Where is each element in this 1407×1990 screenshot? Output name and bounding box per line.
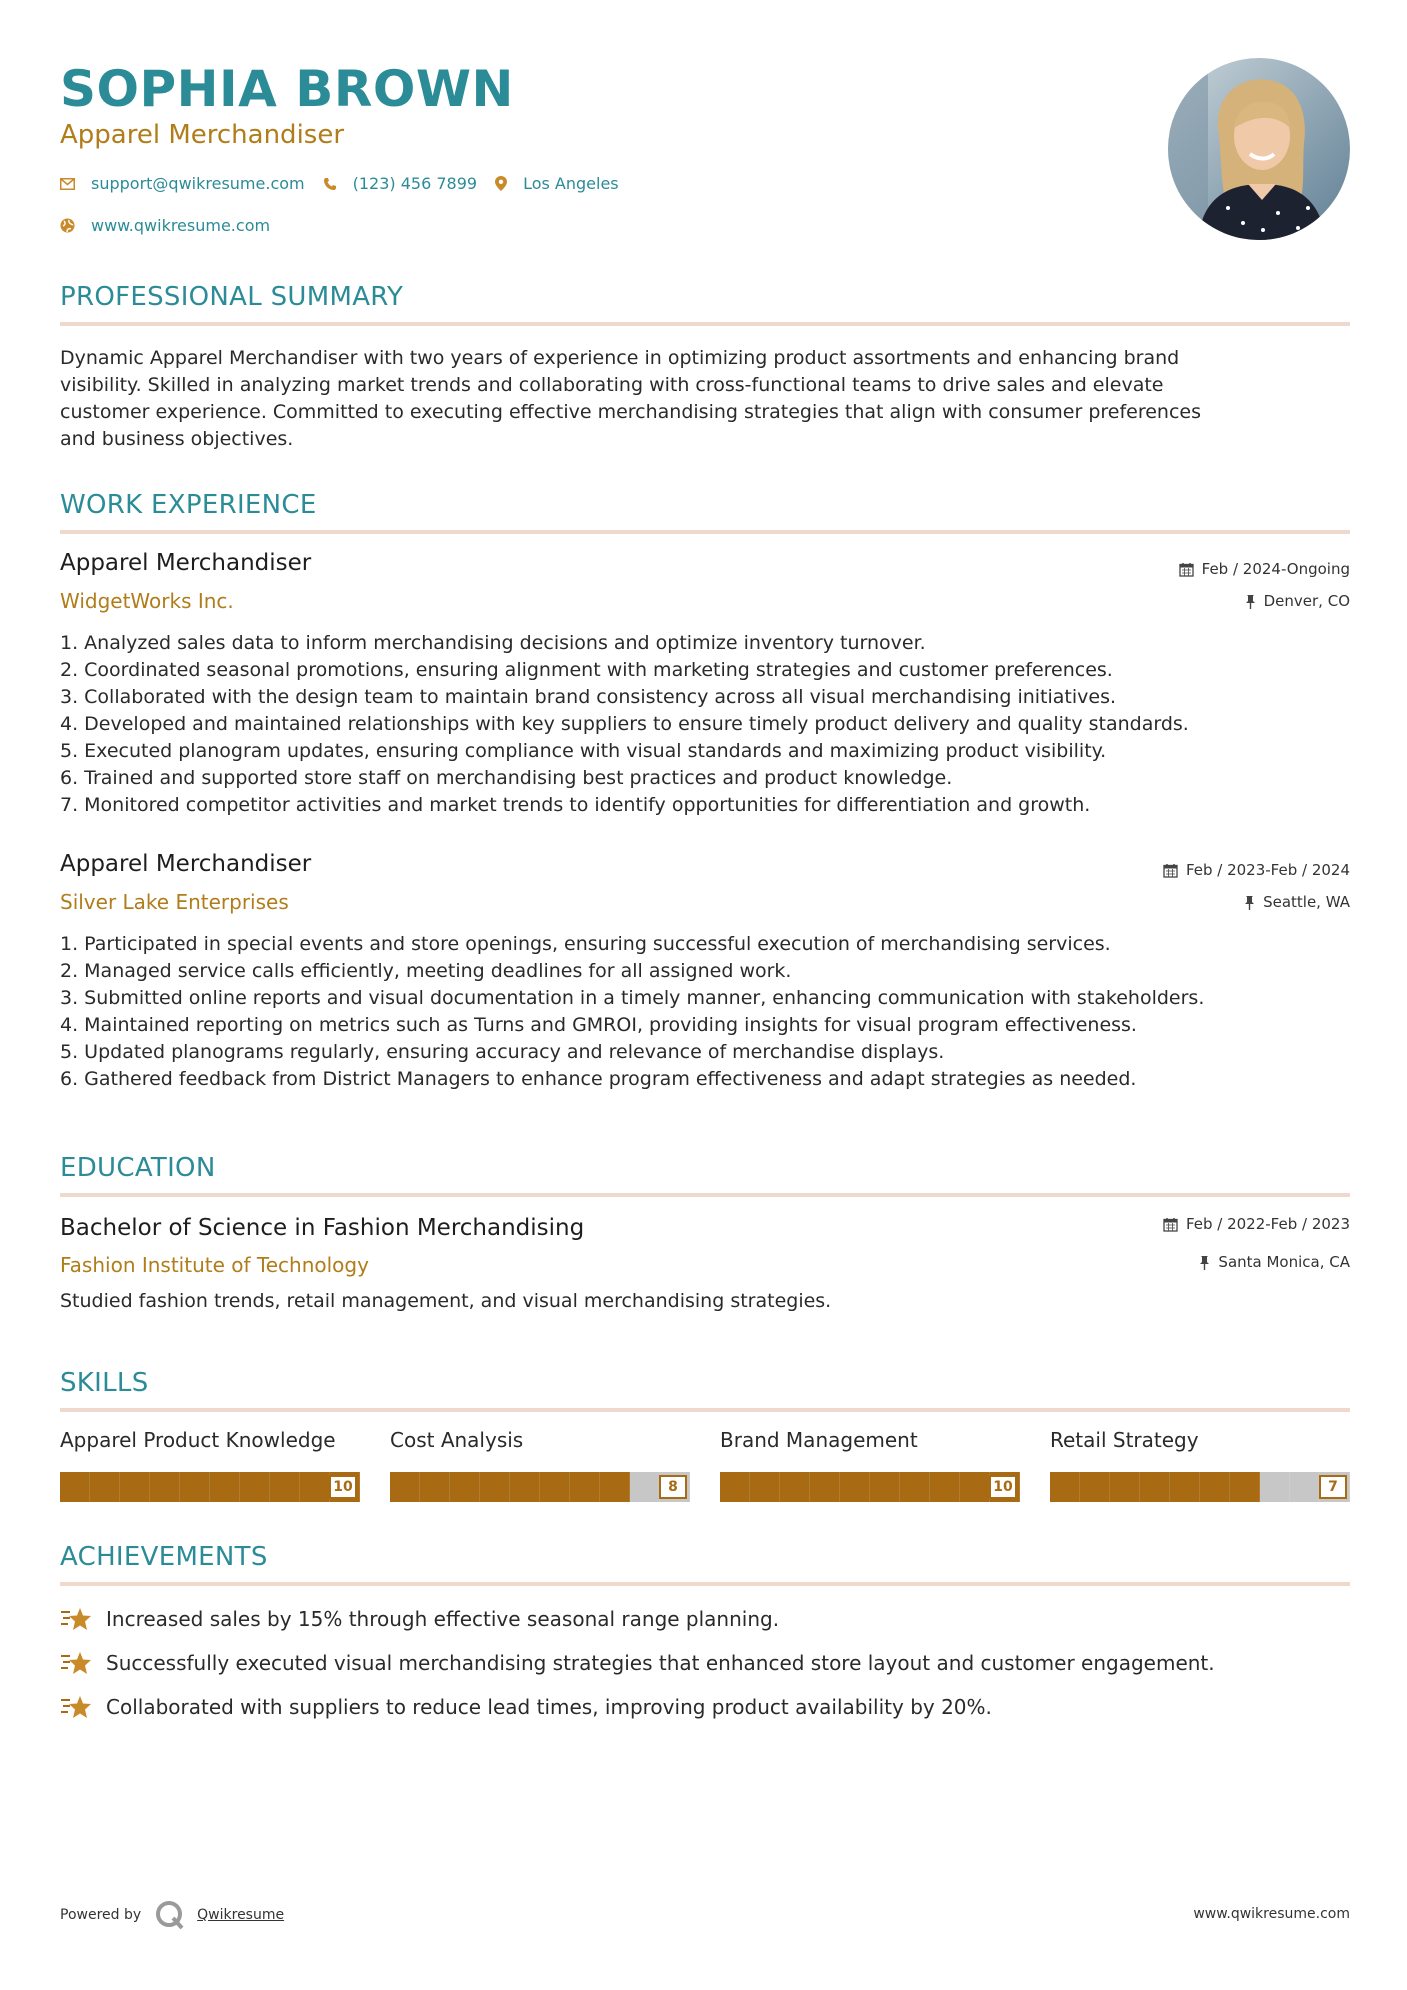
skill-name: Cost Analysis — [390, 1428, 524, 1452]
skill-score: 7 — [1319, 1475, 1347, 1499]
list-item: 6. Gathered feedback from District Managers to enhance program effectiveness and adapt strategies as needed. — [60, 1068, 1137, 1090]
list-item: 1. Analyzed sales data to inform merchandising decisions and optimize inventory turnover. — [60, 632, 926, 654]
qwikresume-logo-icon — [155, 1900, 185, 1930]
skill-bar — [720, 1472, 1020, 1502]
school-name: Fashion Institute of Technology — [60, 1253, 369, 1277]
achievements-heading: ACHIEVEMENTS — [60, 1542, 268, 1572]
pin-icon — [1245, 594, 1256, 609]
mail-icon — [60, 178, 75, 190]
education-location — [1199, 1253, 1350, 1271]
skill-item — [720, 1428, 1022, 1502]
summary-line: visibility. Skilled in analyzing market trends and collaborating with cross-functional teams to drive sales and elevate — [60, 374, 1164, 396]
list-item: 5. Updated planograms regularly, ensuring accuracy and relevance of merchandise displays. — [60, 1041, 945, 1063]
achievement-text: Collaborated with suppliers to reduce lead times, improving product availability by 20%. — [106, 1695, 992, 1719]
list-item: 2. Coordinated seasonal promotions, ensuring alignment with marketing strategies and customer preferences. — [60, 659, 1113, 681]
job-dates — [1163, 861, 1350, 879]
list-item: 6. Trained and supported store staff on merchandising best practices and product knowledge. — [60, 767, 953, 789]
phone-icon — [323, 177, 337, 191]
section-divider — [60, 322, 1350, 326]
summary-line: customer experience. Committed to executing effective merchandising strategies that align with consumer preferences — [60, 401, 1202, 423]
summary-text — [60, 345, 1350, 453]
map-pin-icon — [495, 176, 507, 191]
star-award-icon — [60, 1694, 92, 1720]
section-divider — [60, 1408, 1350, 1412]
job-company: Silver Lake Enterprises — [60, 890, 289, 914]
skill-score: 10 — [989, 1475, 1017, 1499]
section-divider — [60, 1193, 1350, 1197]
degree-title: Bachelor of Science in Fashion Merchandising — [60, 1215, 585, 1241]
contact-email[interactable] — [60, 174, 305, 193]
achievement-item — [60, 1650, 1215, 1676]
job-title: Apparel Merchandiser — [60, 851, 312, 877]
location-text: Los Angeles — [523, 174, 619, 193]
skill-name: Brand Management — [720, 1428, 918, 1452]
achievement-text: Successfully executed visual merchandising strategies that enhanced store layout and customer engagement. — [106, 1651, 1215, 1675]
list-item: 2. Managed service calls efficiently, meeting deadlines for all assigned work. — [60, 960, 792, 982]
education-dates — [1163, 1215, 1350, 1233]
candidate-title: Apparel Merchandiser — [60, 120, 345, 150]
skill-bar — [1050, 1472, 1350, 1502]
job-title: Apparel Merchandiser — [60, 550, 312, 576]
job-dates-text: Feb / 2023-Feb / 2024 — [1185, 861, 1350, 879]
achievement-text: Increased sales by 15% through effective seasonal range planning. — [106, 1607, 780, 1631]
list-item: 1. Participated in special events and store openings, ensuring successful execution of merchandising services. — [60, 933, 1111, 955]
job-dates — [1179, 560, 1350, 578]
email-text: support@qwikresume.com — [91, 174, 305, 193]
contact-row-website — [60, 216, 288, 235]
education-heading: EDUCATION — [60, 1153, 216, 1183]
globe-icon — [60, 218, 75, 233]
qwikresume-link[interactable]: Qwikresume — [197, 1907, 285, 1923]
candidate-name: SOPHIA BROWN — [60, 60, 514, 118]
section-divider — [60, 1582, 1350, 1586]
education-location-text: Santa Monica, CA — [1218, 1253, 1350, 1271]
contact-row — [60, 174, 637, 193]
skill-name: Apparel Product Knowledge — [60, 1428, 336, 1452]
skill-item — [390, 1428, 692, 1502]
pin-icon — [1199, 1255, 1210, 1270]
contact-phone[interactable] — [323, 174, 477, 193]
job-bullets — [60, 931, 1360, 1093]
skill-score: 10 — [329, 1475, 357, 1499]
contact-location — [495, 174, 619, 193]
job-location — [1245, 592, 1350, 610]
job-company: WidgetWorks Inc. — [60, 589, 234, 613]
profile-photo — [1168, 58, 1350, 240]
job-location — [1244, 893, 1350, 911]
summary-line: Dynamic Apparel Merchandiser with two years of experience in optimizing product assortments and enhancing brand — [60, 347, 1180, 369]
education-dates-text: Feb / 2022-Feb / 2023 — [1185, 1215, 1350, 1233]
calendar-icon — [1163, 863, 1178, 878]
skill-bar — [390, 1472, 690, 1502]
job-location-text: Denver, CO — [1263, 592, 1350, 610]
section-divider — [60, 530, 1350, 534]
list-item: 7. Monitored competitor activities and market trends to identify opportunities for differentiation and growth. — [60, 794, 1091, 816]
achievement-item — [60, 1694, 992, 1720]
star-award-icon — [60, 1650, 92, 1676]
star-award-icon — [60, 1606, 92, 1632]
powered-by-label: Powered by — [60, 1907, 142, 1923]
skill-item — [60, 1428, 362, 1502]
skill-name: Retail Strategy — [1050, 1428, 1199, 1452]
summary-line: and business objectives. — [60, 428, 294, 450]
list-item: 3. Submitted online reports and visual documentation in a timely manner, enhancing communication with stakeholders. — [60, 987, 1205, 1009]
skill-score: 8 — [659, 1475, 687, 1499]
contact-website[interactable] — [60, 216, 270, 235]
achievement-item — [60, 1606, 779, 1632]
calendar-icon — [1163, 1217, 1178, 1232]
skills-heading: SKILLS — [60, 1368, 149, 1398]
website-text: www.qwikresume.com — [91, 216, 271, 235]
summary-heading: PROFESSIONAL SUMMARY — [60, 282, 404, 312]
education-description: Studied fashion trends, retail management, and visual merchandising strategies. — [60, 1290, 832, 1312]
list-item: 4. Maintained reporting on metrics such as Turns and GMROI, providing insights for visual program effectiveness. — [60, 1014, 1137, 1036]
footer-powered-by — [60, 1900, 284, 1930]
pin-icon — [1244, 895, 1255, 910]
skill-item — [1050, 1428, 1352, 1502]
list-item: 4. Developed and maintained relationships with key suppliers to ensure timely product delivery and quality standards. — [60, 713, 1189, 735]
phone-text: (123) 456 7899 — [352, 174, 478, 193]
job-bullets — [60, 630, 1360, 819]
job-location-text: Seattle, WA — [1263, 893, 1350, 911]
list-item: 3. Collaborated with the design team to maintain brand consistency across all visual merchandising initiatives. — [60, 686, 1117, 708]
calendar-icon — [1179, 562, 1194, 577]
experience-heading: WORK EXPERIENCE — [60, 490, 317, 520]
footer-website[interactable]: www.qwikresume.com — [1193, 1906, 1350, 1922]
job-dates-text: Feb / 2024-Ongoing — [1201, 560, 1350, 578]
list-item: 5. Executed planogram updates, ensuring compliance with visual standards and maximizing product visibility. — [60, 740, 1107, 762]
skill-bar — [60, 1472, 360, 1502]
